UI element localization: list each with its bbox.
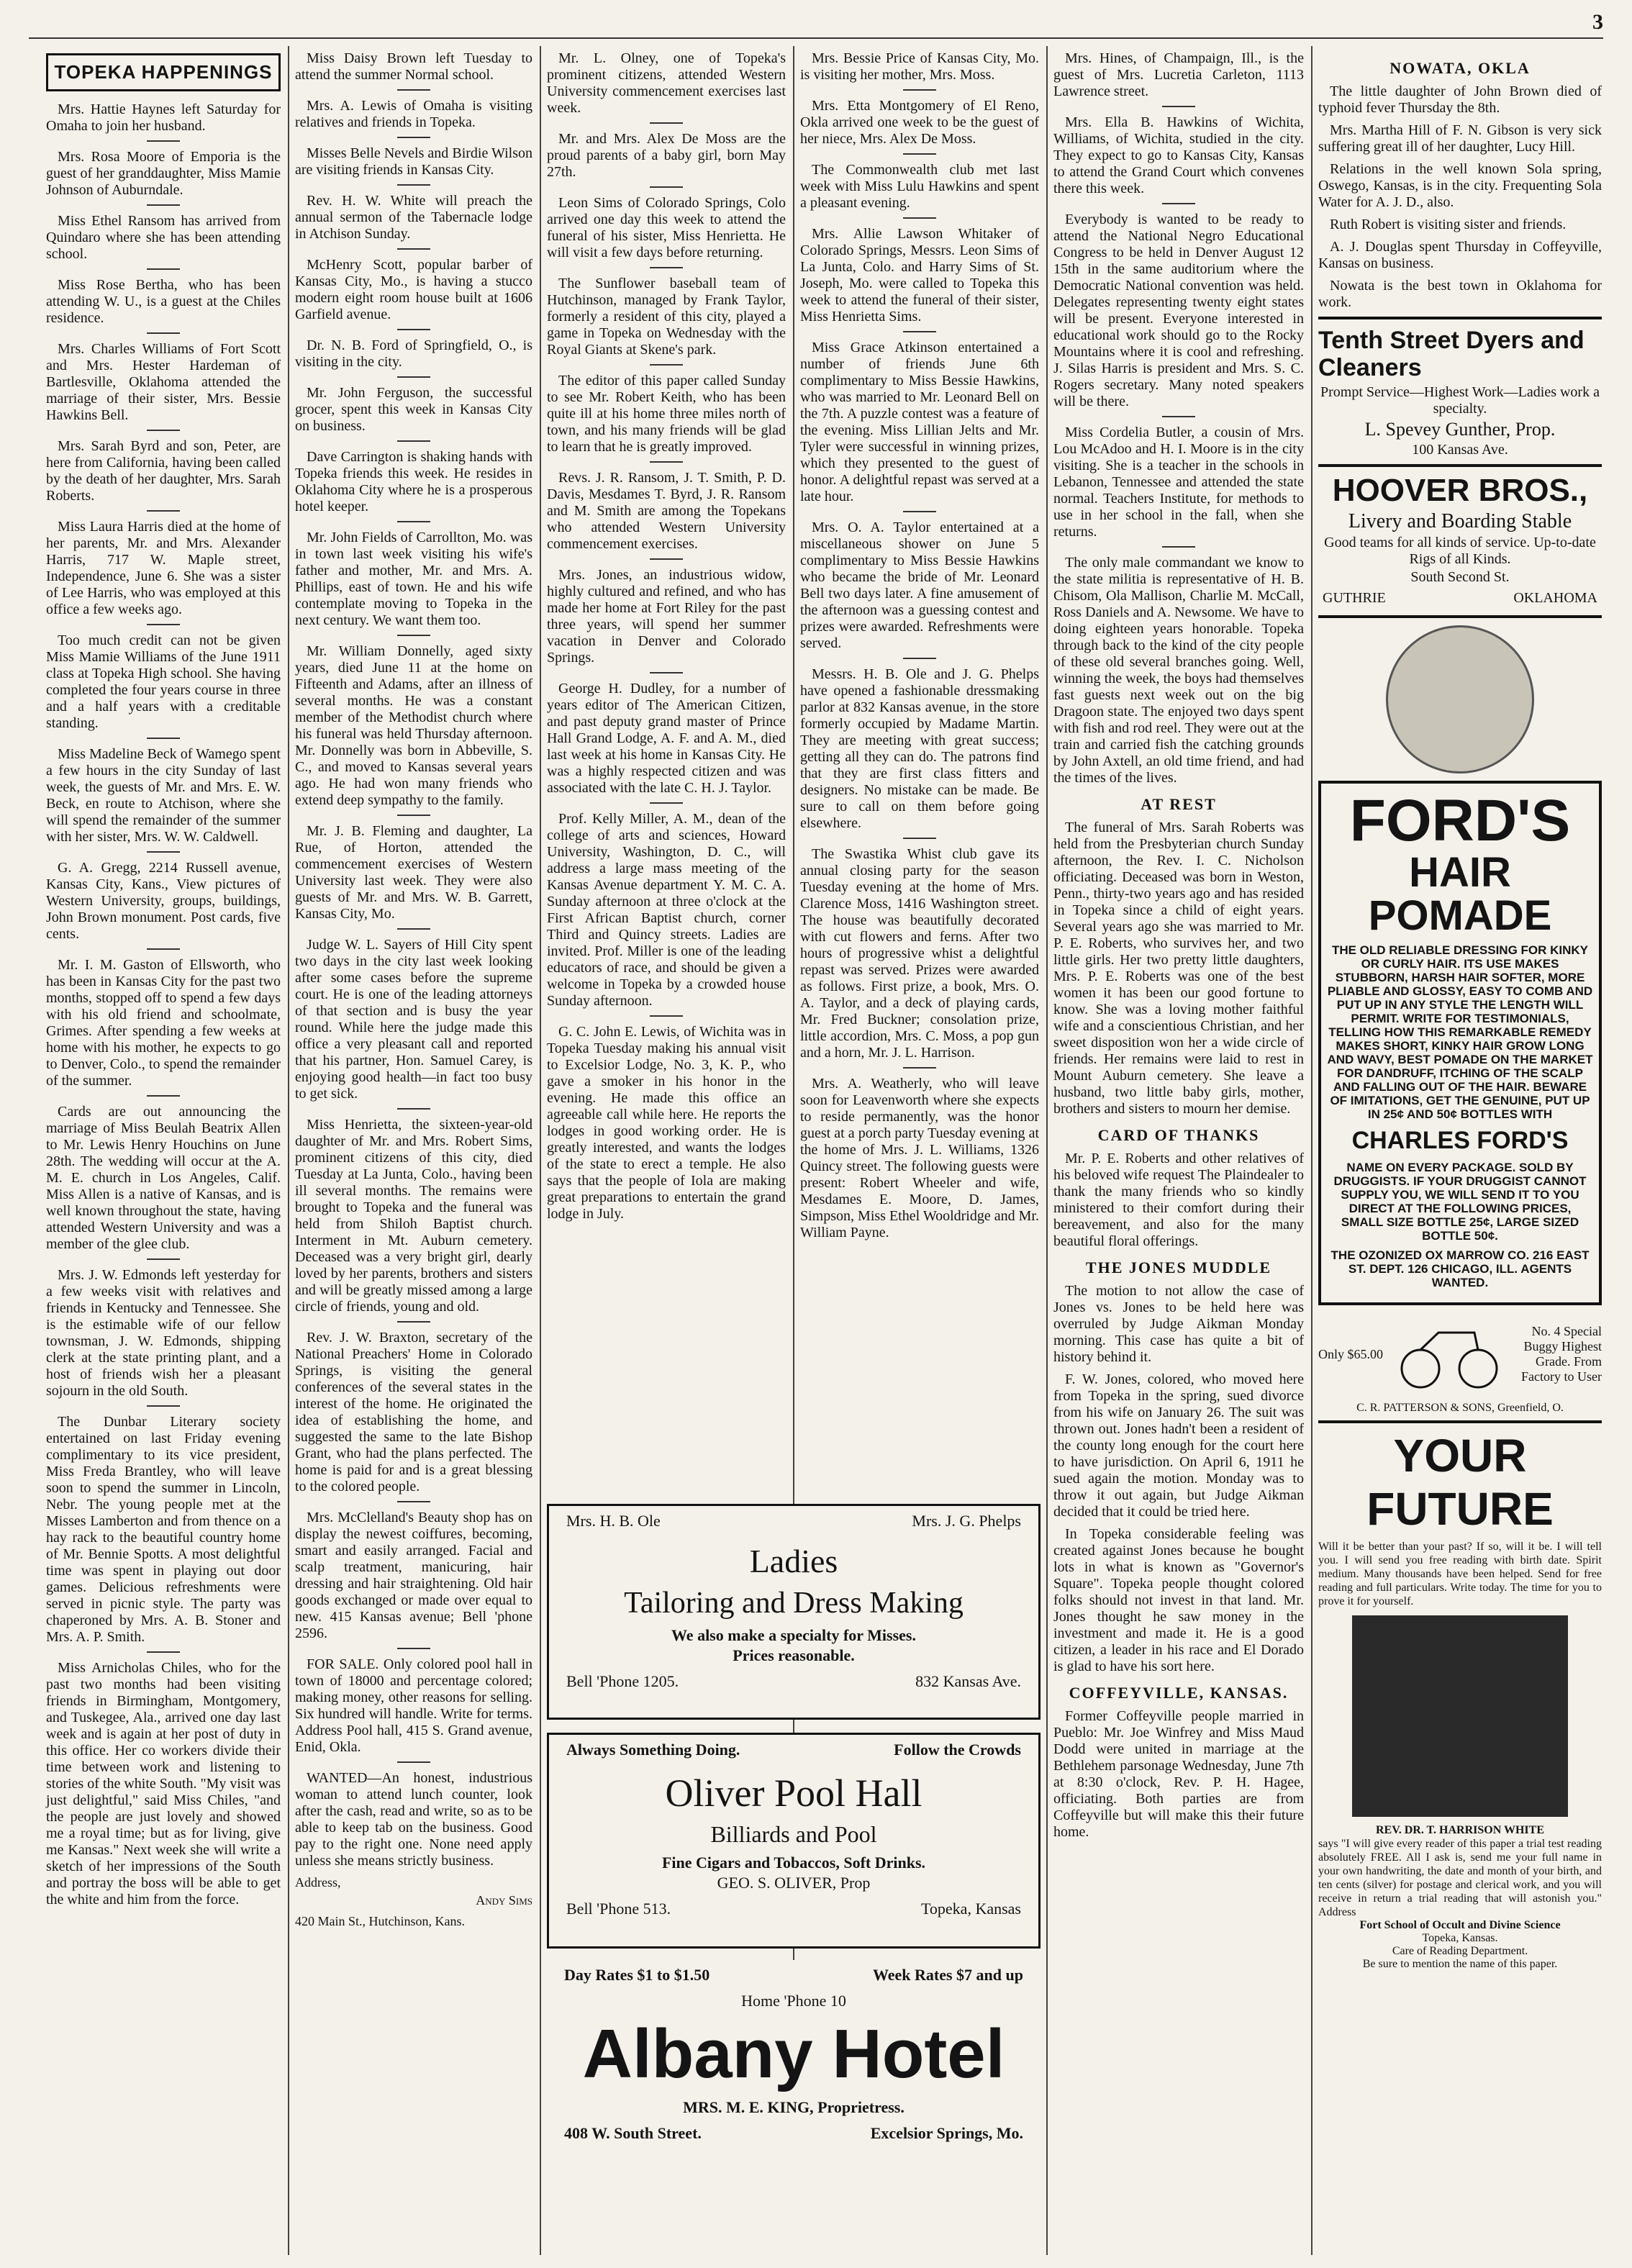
- news-item: Mrs. J. W. Edmonds left yesterday for a few weeks visit with relatives and friends in Kentucky and Tennessee. She is the estimable wife of our fellow townsman, J. W. Edmonds, shipping clerk at the state printing plant, and a host of friends wish her a pleasant sojourn in the old South.: [46, 1267, 281, 1399]
- pool-hall-ad: [547, 1733, 1041, 1949]
- ad-title: Ladies: [749, 1543, 838, 1579]
- ad-title: Oliver Pool Hall: [665, 1772, 922, 1815]
- heading-nowata: NOWATA, OKLA: [1390, 59, 1531, 77]
- news-item: The motion to not allow the case of Jones vs. Jones to be held here was overruled by Judge Aikman Monday morning. This case has quite a bit of history behind it.: [1053, 1283, 1304, 1365]
- news-item: Messrs. H. B. Ole and J. G. Phelps have opened a fashionable dressmaking parlor at 832 Kansas avenue, in the store formerly occupied by Madame Martin. They are meeting with great success; getting all they can do. The patrons find that they are first class fitters and designers. No mistake can be made. Be sure to call on them before going elsewhere.: [800, 666, 1039, 831]
- column-rule: [1046, 46, 1048, 2255]
- news-item: The Dunbar Literary society entertained on last Friday evening complimentary to its vice president, Miss Freda Brantley, who will leave soon to spend the summer in Lincoln, Nebr. The young people met at the Misses Lamberton and from thence on a hay rack to the beautiful country home of Mr. Bennie Spotts. A most delightful time was spent in playing out door games. Delicious refreshments were served in picnic style. The party was chaperoned by Mrs. A. B. Stoner and Mrs. A. P. Smith.: [46, 1414, 281, 1645]
- ad-name-right: Mrs. J. G. Phelps: [912, 1512, 1021, 1530]
- ad-tagline-left: Always Something Doing.: [566, 1741, 740, 1759]
- ad-subtitle: Tailoring and Dress Making: [624, 1587, 964, 1620]
- buggy-icon: [1395, 1318, 1503, 1390]
- news-item: Mr. J. B. Fleming and daughter, La Rue, of Horton, attended the commencement exercises of Western University last week. They were also guests of Mr. and Mrs. W. B. Garrett, Kansas City, Mo.: [295, 823, 532, 922]
- news-item: Revs. J. R. Ransom, J. T. Smith, P. D. Davis, Mesdames T. Byrd, J. R. Ransom and M. Smith are among the Topekans who attended Western University commencement exercises.: [547, 470, 786, 552]
- hoover-ad-state: OKLAHOMA: [1513, 590, 1597, 606]
- news-item: The little daughter of John Brown died of typhoid fever Thursday the 8th.: [1318, 83, 1602, 116]
- column-rule: [540, 46, 541, 2255]
- news-item: G. A. Gregg, 2214 Russell avenue, Kansas City, Kans., View pictures of Western University, groups, buildings, John Brown monument. Post cards, five cents.: [46, 860, 281, 942]
- column-3: [543, 50, 790, 1498]
- heading-coffeyville: COFFEYVILLE, KANSAS.: [1069, 1684, 1289, 1702]
- future-ad-city: Topeka, Kansas.: [1422, 1932, 1498, 1944]
- future-ad-caption: REV. DR. T. HARRISON WHITE: [1376, 1824, 1544, 1836]
- news-item: Cards are out announcing the marriage of Miss Beulah Beatrix Allen to Mr. Lewis Henry Houchins on June 28th. The wedding will occur at the A. M. E. church in Los Angeles, Calif. Miss Allen is a native of Kansas, and is well known throughout the state, having attended Western University and was a member of the glee club.: [46, 1104, 281, 1252]
- news-item: Mrs. Charles Williams of Fort Scott and Mrs. Hester Hardeman of Bartlesville, Oklahoma attended the marriage of their sister, Mrs. Bessie Hawkins Bell.: [46, 341, 281, 423]
- news-item: Too much credit can not be given Miss Mamie Williams of the June 1911 class at Topeka High school. She having completed the four years course in three and a half years with a creditable standing.: [46, 632, 281, 731]
- hoover-ad-title: HOOVER BROS.,: [1332, 473, 1588, 508]
- hotel-ad: [547, 1960, 1041, 2262]
- news-item: Mr. John Ferguson, the successful grocer, spent this week in Kansas City on business.: [295, 385, 532, 434]
- buggy-ad-company: C. R. PATTERSON & SONS, Greenfield, O.: [1356, 1402, 1564, 1414]
- news-item: Everybody is wanted to be ready to attend the National Negro Educational Congress to be held in Denver August 12 15th in the same auditorium where the Democratic National convention was held. Delegates representing twenty eight states will be present. Everyone interested in educational work should go to the Rocky Mountains where it is cool and refreshing. J. Silas Harris is president and Mrs. S. C. Rogers secretary. Many noted speakers will be there.: [1053, 212, 1304, 409]
- heading-at-rest: AT REST: [1141, 795, 1217, 813]
- ford-ad-body: THE OLD RELIABLE DRESSING FOR KINKY OR CURLY HAIR. ITS USE MAKES STUBBORN, HARSH HAIR SOFTER, MORE PLIABLE AND GLOSSY, EASY TO COMB AND PUT UP IN ANY STYLE THE LENGTH WILL PERMIT. WRITE FOR TESTIMONIALS, TELLING HOW THIS REMARKABLE REMEDY MAKES SHORT, KINKY HAIR GROW LONG AND WAVY, BEST POMADE ON THE MARKET FOR DANDRUFF, ITCHING OF THE SCALP AND FALLING OUT OF THE HAIR. BEWARE OF IMITATIONS, GET THE GENUINE, PUT UP IN 25¢ AND 50¢ BOTTLES WITH: [1327, 943, 1593, 1121]
- ad-day-rates: Day Rates $1 to $1.50: [564, 1966, 710, 1984]
- news-item: The Sunflower baseball team of Hutchinson, managed by Frank Taylor, formerly a resident of this city, played a game in Topeka on Wednesday with the Royal Giants at Skene's park.: [547, 276, 786, 358]
- news-item: Mrs. Hines, of Champaign, Ill., is the guest of Mrs. Lucretia Carleton, 1113 Lawrence street.: [1053, 50, 1304, 99]
- future-ad-note: Be sure to mention the name of this paper.: [1362, 1958, 1558, 1970]
- news-item: Rev. H. W. White will preach the annual sermon of the Tabernacle lodge in Atchison Sunday.: [295, 193, 532, 242]
- hoover-ad-city: GUTHRIE: [1323, 590, 1386, 606]
- future-ad-title: YOUR FUTURE: [1366, 1430, 1554, 1535]
- ad-line: Fine Cigars and Tobaccos, Soft Drinks.: [661, 1854, 926, 1872]
- address: 420 Main St., Hutchinson, Kans.: [295, 1914, 465, 1928]
- ford-ad-body: NAME ON EVERY PACKAGE. SOLD BY DRUGGISTS. IF YOUR DRUGGIST CANNOT SUPPLY YOU, WE WILL SEND IT TO YOU DIRECT AT THE FOLLOWING PRICES, SMALL SIZE BOTTLE 25¢, LARGE SIZED BOTTLE 50¢.: [1333, 1161, 1587, 1243]
- buggy-ad-model: No. 4 Special Buggy Highest Grade. From Factory to User: [1521, 1324, 1602, 1384]
- news-item: The editor of this paper called Sunday to see Mr. Robert Keith, who has been quite ill at his home three miles north of town, and his many friends will be glad to learn that he is greatly improved.: [547, 373, 786, 455]
- dyers-ad-owner: L. Spevey Gunther, Prop.: [1364, 419, 1556, 440]
- news-item: Former Coffeyville people married in Pueblo: Mr. Joe Winfrey and Miss Maud Dodd were united in marriage at the Bethlehem parsonage Wednesday, June 7th at 8:30 o'clock, Rev. P. H. Hagee, officiating. Both parties are from Coffeyville but will make this their future home.: [1053, 1708, 1304, 1840]
- news-item: G. C. John E. Lewis, of Wichita was in Topeka Tuesday making his annual visit to Excelsior Lodge, No. 3, K. P., who gave a smoker in his honor in the evening. He made this office an agreeable call while here. He reports the lodges in good working order. He is greatly interested, and wants the lodges of the state to erect a temple. He also says that the people of Iola are making great preparations to entertain the grand lodge in July.: [547, 1024, 786, 1222]
- future-ad-body: says "I will give every reader of this paper a trial test reading absolutely FREE. All I ask is, send me your full name in your own handwriting, the date and month of your birth, and ten cents (silver) for postage and clerical work, and you will receive in return a trial reading that will astonish you." Address: [1318, 1838, 1602, 1918]
- ford-ad-title: FORD'S: [1349, 788, 1571, 853]
- buggy-ad: [1318, 1311, 1602, 1397]
- news-item: The funeral of Mrs. Sarah Roberts was held from the Presbyterian church Sunday afternoon, the Rev. I. C. Nicholson officiating. Deceased was born in Weston, Penn., thirty-two years ago and has resided in Topeka since a child of eight years. Several years ago she was married to Mr. P. E. Roberts, who survives her, and two little girls. Her two pretty little daughters, Mrs. P. E. Roberts was one of the best women it has been our good fortune to know. She was a loving mother faithful wife and a conscientious Christian, and her sweet disposition won her a wide circle of friends. Her remains were laid to rest in Mount Auburn cemetery. She leave a husband, two little baby girls, mother, brothers and sisters to mourn her demise.: [1053, 820, 1304, 1117]
- ad-tagline-right: Follow the Crowds: [894, 1741, 1021, 1759]
- ford-ad-name: CHARLES FORD'S: [1351, 1127, 1569, 1154]
- hoover-ad-street: South Second St.: [1410, 569, 1510, 585]
- news-item: Miss Henrietta, the sixteen-year-old daughter of Mr. and Mrs. Robert Sims, prominent citizens of this city, died Tuesday at La Junta, Colo., having been ill several months. The remains were brought to Topeka and the funeral was held from Shiloh Baptist church. Interment in Mt. Auburn cemetery. Deceased was a very bright girl, dearly loved by her parents, brothers and sisters and will be greatly missed among a large circle of friends, young and old.: [295, 1117, 532, 1315]
- heading-card-of-thanks: CARD OF THANKS: [1097, 1126, 1260, 1144]
- address-label: Address,: [295, 1875, 341, 1890]
- news-item: Mrs. Sarah Byrd and son, Peter, are here from California, having been called by the death of her daughter, Mrs. Sarah Roberts.: [46, 438, 281, 504]
- news-item: Mrs. McClelland's Beauty shop has on display the newest coiffures, becoming, smart and easily arranged. Facial and scalp treatment, manicuring, hair dressing and hair straightening. Old hair goods exchanged or made over equal to new. 415 Kansas avenue; Bell 'phone 2596.: [295, 1510, 532, 1641]
- news-item: Mrs. Etta Montgomery of El Reno, Okla arrived one week to be the guest of her niece, Mrs. Alex De Moss.: [800, 98, 1039, 147]
- column-rule: [1311, 46, 1313, 2255]
- news-item: The only male commandant we know to the state militia is representative of H. B. Chisom, Ola Mallison, Charlie M. McCall, Ross Daniels and A. Newsome. We have to doing eighteen years honorable. Topeka through back to the kind of the city people of these old several branches going. Well, winning the week, the boys had themselves fast guests next week out on the big Dragoon state. The enjoyed two days spent with fish and rod reel. They were out at the train and carried fish the catching grounds by John Axtell, an old time friend, and had the times of the lives.: [1053, 555, 1304, 786]
- news-item: Mrs. Martha Hill of F. N. Gibson is very sick suffering great ill of her daughter, Lucy Hill.: [1318, 122, 1602, 155]
- news-item: Mrs. Ella B. Hawkins of Wichita, Williams, of Wichita, studied in the city. They expect to go to Kansas City, Kansas to attend the Grand Court which convenes there this week.: [1053, 114, 1304, 196]
- news-item: The Swastika Whist club gave its annual closing party for the season Tuesday evening at the home of Mrs. Clarence Moss, 1416 Washington street. The house was beautifully decorated with cut flowers and ferns. After two hours of progressive whist a delightful repast was served. Prizes were awarded as follows. First prize, a book, Mrs. O. A. Taylor, and a deck of playing cards, Mr. Fred Buckner; consolation prize, little accordion, Mrs. C. Moss, a pop gun and a horn, Mr. J. L. Harrison.: [800, 846, 1039, 1061]
- news-item: Rev. J. W. Braxton, secretary of the National Preachers' Home in Colorado Springs, is visiting the general conferences of the several states in the interest of the home. He originated the idea of establishing the home, and suggested the same to the late Bishop Grant, who had the plans perfected. The home is paid for and is a great blessing to the colored people.: [295, 1330, 532, 1494]
- ad-owner: MRS. M. E. KING, Proprietress.: [683, 2098, 905, 2116]
- dyers-ad-line: Prompt Service—Highest Work—Ladies work a specialty.: [1320, 384, 1600, 417]
- news-item: Mrs. Allie Lawson Whitaker of Colorado Springs, Messrs. Leon Sims of La Junta, Colo. and Harry Sims of St. Joseph, Mo. were called to Topeka this week to attend the funeral of their sister, Miss Henrietta Sims.: [800, 226, 1039, 325]
- news-item: Mr. William Donnelly, aged sixty years, died June 11 at the home on Fifteenth and Adams, after an illness of several months. He was a constant member of the Methodist church where his funeral was held Thursday afternoon. Mr. Donnelly was born in Abbeville, S. C., and moved to Kansas several years ago. He had won many friends who extend deep sympathy to the family.: [295, 643, 532, 808]
- news-item: Mr. I. M. Gaston of Ellsworth, who has been in Kansas City for the past two months, stopped off to spend a few days with his old friend and schoolmate, Grimes. After spending a few weeks at home with his mother, he expects to go to Denver, Colo., to spend the remainder of the summer.: [46, 957, 281, 1089]
- news-item: Miss Rose Bertha, who has been attending W. U., is a guest at the Chiles residence.: [46, 277, 281, 326]
- dyers-ad-title: Tenth Street Dyers and Cleaners: [1318, 327, 1585, 381]
- ad-name-left: Mrs. H. B. Ole: [566, 1512, 661, 1530]
- future-ad-dept: Care of Reading Department.: [1392, 1945, 1528, 1957]
- top-rule: [29, 37, 1603, 39]
- classified-ad: FOR SALE. Only colored pool hall in town of 18000 and percentage colored; making money, other reasons for selling. Six hundred will handle. Write for terms. Address Pool hall, 415 S. Grand avenue, Enid, Okla.: [295, 1656, 532, 1755]
- news-item: Miss Ethel Ransom has arrived from Quindaro where she has been attending school.: [46, 213, 281, 262]
- news-item: Miss Madeline Beck of Wamego spent a few hours in the city Sunday of last week, the guests of Mr. and Mrs. E. W. Beck, en route to Atchison, where she will spend the remainder of the summer with her sister, Mrs. W. W. Caldwell.: [46, 746, 281, 845]
- column-4: [796, 50, 1043, 1498]
- news-item: Mrs. Rosa Moore of Emporia is the guest of her granddaughter, Miss Mamie Johnson of Auburndale.: [46, 149, 281, 198]
- news-item: Ruth Robert is visiting sister and friends.: [1330, 217, 1567, 232]
- ad-line: We also make a specialty for Misses.: [671, 1626, 916, 1644]
- section-header: TOPEKA HAPPENINGS: [46, 53, 281, 91]
- future-ad-body: Will it be better than your past? If so, will it be. I will tell you. I will send you free reading with birth date. Spirit medium. Many thousands have been helped. Send for free reading and full particulars. Write today. The time for you to prove it for yourself.: [1318, 1541, 1602, 1607]
- ad-week-rates: Week Rates $7 and up: [872, 1966, 1023, 1984]
- portrait-image: [1352, 1615, 1568, 1817]
- future-ad-school: Fort School of Occult and Divine Science: [1359, 1919, 1561, 1931]
- dressmaking-ad: [547, 1504, 1041, 1720]
- news-item: Mrs. Hattie Haynes left Saturday for Omaha to join her husband.: [46, 101, 281, 134]
- news-item: Mrs. O. A. Taylor entertained at a miscellaneous shower on June 5 complimentary to Miss Bessie Hawkins who became the bride of Mr. Leonard Bell two days later. A fine amusement of the afternoon was a guessing contest and prizes were awarded. Refreshments were served.: [800, 520, 1039, 651]
- ford-ad-subtitle: HAIR POMADE: [1368, 849, 1552, 939]
- news-item: In Topeka considerable feeling was created against Jones because he bought lots in what is known as "Governor's Square". Topeka people thought colored folks should not invest in that land. Mr. Jones thought he saw money in the investment and made it. He is a good citizen, a leader in his race and El Dorado is glad to have his sort here.: [1053, 1526, 1304, 1674]
- news-item: Miss Grace Atkinson entertained a number of friends June 6th complimentary to Miss Bessie Hawkins, who was married to Mr. Leonard Bell on the 7th. A puzzle contest was a feature of the evening. Miss Lillian Jelts and Mr. Tyler were successful in winning prizes, which they presented to the guest of honor. A delightful repast was served at a late hour.: [800, 340, 1039, 504]
- column-6: [1314, 50, 1606, 2254]
- ad-subtitle: Billiards and Pool: [710, 1821, 877, 1847]
- news-item: Mrs. A. Weatherly, who will leave soon for Leavenworth where she expects to reside permanently, was the honor guest at a porch party Tuesday evening at the home of Mrs. J. L. Williams, 1326 Quincy street. The following guests were present: Robert Wheeler and wife, Mesdames E. Moore, D. James, Simpson, Miss Ethel Wooldridge and Mr. William Payne.: [800, 1076, 1039, 1240]
- ad-phone: Home 'Phone 10: [741, 1992, 846, 2010]
- hoover-ad-subtitle: Livery and Boarding Stable: [1348, 510, 1572, 532]
- buggy-ad-price: Only $65.00: [1318, 1346, 1383, 1361]
- ad-address: 408 W. South Street.: [564, 2124, 702, 2142]
- column-1: [42, 50, 285, 2254]
- news-item: Mr. L. Olney, one of Topeka's prominent citizens, attended Western University commencement exercises last week.: [547, 50, 786, 116]
- heading-jones-muddle: THE JONES MUDDLE: [1085, 1258, 1272, 1276]
- news-item: Mrs. Jones, an industrious widow, highly cultured and refined, and who has made her home at Fort Riley for the past three years, will spend her summer vacation in Denver and Colorado Springs.: [547, 567, 786, 666]
- news-item: Prof. Kelly Miller, A. M., dean of the college of arts and sciences, Howard University, Washington, D. C., will address a large mass meeting of the Kansas Avenue department Y. M. C. A. Sunday afternoon at three o'clock at the First African Baptist church, corner Third and Quincy streets. Ladies are invited. Prof. Miller is one of the leading educators of race, and should be given a welcome in Topeka by a crowded house Sunday afternoon.: [547, 811, 786, 1009]
- column-2: [291, 50, 537, 2254]
- news-item: Dave Carrington is shaking hands with Topeka friends this week. He resides in Oklahoma City where he is a prosperous hotel keeper.: [295, 449, 532, 514]
- signature: Andy Sims: [476, 1893, 532, 1908]
- news-item: Misses Belle Nevels and Birdie Wilson are visiting friends in Kansas City.: [295, 145, 532, 178]
- ad-title: Albany Hotel: [582, 2015, 1005, 2092]
- ad-phone: Bell 'Phone 1205.: [566, 1672, 679, 1690]
- hoover-ad-line: Good teams for all kinds of service. Up-to-date Rigs of all Kinds.: [1324, 535, 1596, 567]
- news-item: Miss Daisy Brown left Tuesday to attend the summer Normal school.: [295, 50, 532, 83]
- news-item: Miss Laura Harris died at the home of her parents, Mr. and Mrs. Alexander Harris, 717 W. Maple street, Independence, June 6. She was a sister of Lee Harris, who was employed at this office a few weeks ago.: [46, 519, 281, 617]
- news-item: A. J. Douglas spent Thursday in Coffeyville, Kansas on business.: [1318, 239, 1602, 271]
- news-item: Mr. John Fields of Carrollton, Mo. was in town last week visiting his wife's father and mother, Mr. and Mrs. A. Phillips, east of town. He and his wife contemplate moving to Topeka in the next century. We want them too.: [295, 530, 532, 628]
- news-item: Relations in the well known Sola spring, Oswego, Kansas, is in the city. Frequenting Sola Water for A. J. D., also.: [1318, 161, 1602, 210]
- ad-phone: Bell 'Phone 513.: [566, 1900, 671, 1918]
- news-item: Nowata is the best town in Oklahoma for work.: [1318, 278, 1602, 310]
- ford-pomade-ad: [1318, 781, 1602, 1305]
- ad-proprietor: GEO. S. OLIVER, Prop: [717, 1874, 871, 1892]
- news-item: Dr. N. B. Ford of Springfield, O., is visiting in the city.: [295, 337, 532, 370]
- ad-line: Prices reasonable.: [733, 1646, 855, 1664]
- news-item: Mrs. A. Lewis of Omaha is visiting relatives and friends in Topeka.: [295, 98, 532, 130]
- page-number: 3: [1592, 10, 1603, 34]
- classified-ad: WANTED—An honest, industrious woman to attend lunch counter, look after the cash, read and write, so as to be able to keep tab on the business. Good pay to the right one. None need apply unless she means strictly business.: [295, 1770, 532, 1869]
- column-rule: [288, 46, 289, 2255]
- ad-city: Excelsior Springs, Mo.: [870, 2124, 1023, 2142]
- column-5: [1049, 50, 1308, 2254]
- news-item: Mr. and Mrs. Alex De Moss are the proud parents of a baby girl, born May 27th.: [547, 131, 786, 180]
- news-item: McHenry Scott, popular barber of Kansas City, Mo., is having a stucco modern eight room house built at 1606 Garfield avenue.: [295, 257, 532, 322]
- news-item: Leon Sims of Colorado Springs, Colo arrived one day this week to attend the funeral of his sister, Miss Henrietta. He will visit a few days before returning.: [547, 195, 786, 260]
- news-item: F. W. Jones, colored, who moved here from Topeka in the spring, sued divorce from his wife on January 26. The suit was thrown out. Jones hadn't been a resident of the county long enough for the court here to have jurisdiction. On April 6, 1911 he sued again the motion. Monday was to throw it out again, but Judge Aikman decided that it could be tried here.: [1053, 1371, 1304, 1520]
- ad-address: 832 Kansas Ave.: [915, 1672, 1021, 1690]
- dyers-ad-address: 100 Kansas Ave.: [1412, 442, 1508, 458]
- news-item: Mr. P. E. Roberts and other relatives of his beloved wife request The Plaindealer to thank the many friends who so kindly ministered to their comfort during their bereavement, and also for the many beautiful floral offerings.: [1053, 1151, 1304, 1249]
- news-item: Mrs. Bessie Price of Kansas City, Mo. is visiting her mother, Mrs. Moss.: [800, 50, 1039, 83]
- news-item: Judge W. L. Sayers of Hill City spent two days in the city last week looking after some cases before the supreme court. He is one of the leading attorneys of that section and is busy the year round. While here the judge made this office a very pleasant call and reported that his partner, Hon. Samuel Carey, is enjoying good health—in fact too busy to get sick.: [295, 937, 532, 1102]
- portrait-image: [1386, 625, 1534, 774]
- ad-city: Topeka, Kansas: [921, 1900, 1021, 1918]
- news-item: Miss Cordelia Butler, a cousin of Mrs. Lou McAdoo and H. I. Moore is in the city visiting. She is a teacher in the schools in Lebanon, Tennessee and attended the state normal. Teachers Institute, for methods to use in her school in the fall, when she returns.: [1053, 425, 1304, 540]
- news-item: The Commonwealth club met last week with Miss Lulu Hawkins and spent a pleasant evening.: [800, 162, 1039, 211]
- news-item: Miss Arnicholas Chiles, who for the past two months had been visiting friends in Birmingham, Montgomery, and Tuskegee, Ala., arrived one day last week and is again at her post of duty in this office. Her co workers divide their time between work and listening to stories of the white South. "My visit was just delightful," said Miss Chiles, "and the people are just lovely and showed me a royal time; but as for living, give me Kansas." Next week she will write a sketch of her impressions of the South and portray the boss will be able to get the white and him from the force.: [46, 1660, 281, 1908]
- ford-ad-company: THE OZONIZED OX MARROW CO. 216 EAST ST. DEPT. 126 CHICAGO, ILL. AGENTS WANTED.: [1330, 1248, 1590, 1289]
- news-item: George H. Dudley, for a number of years editor of The American Citizen, and past deputy grand master of Prince Hall Grand Lodge, A. F. and A. M., died last week at his home in Kansas City. He was a highly respected citizen and was associated with the late C. H. J. Taylor.: [547, 681, 786, 796]
